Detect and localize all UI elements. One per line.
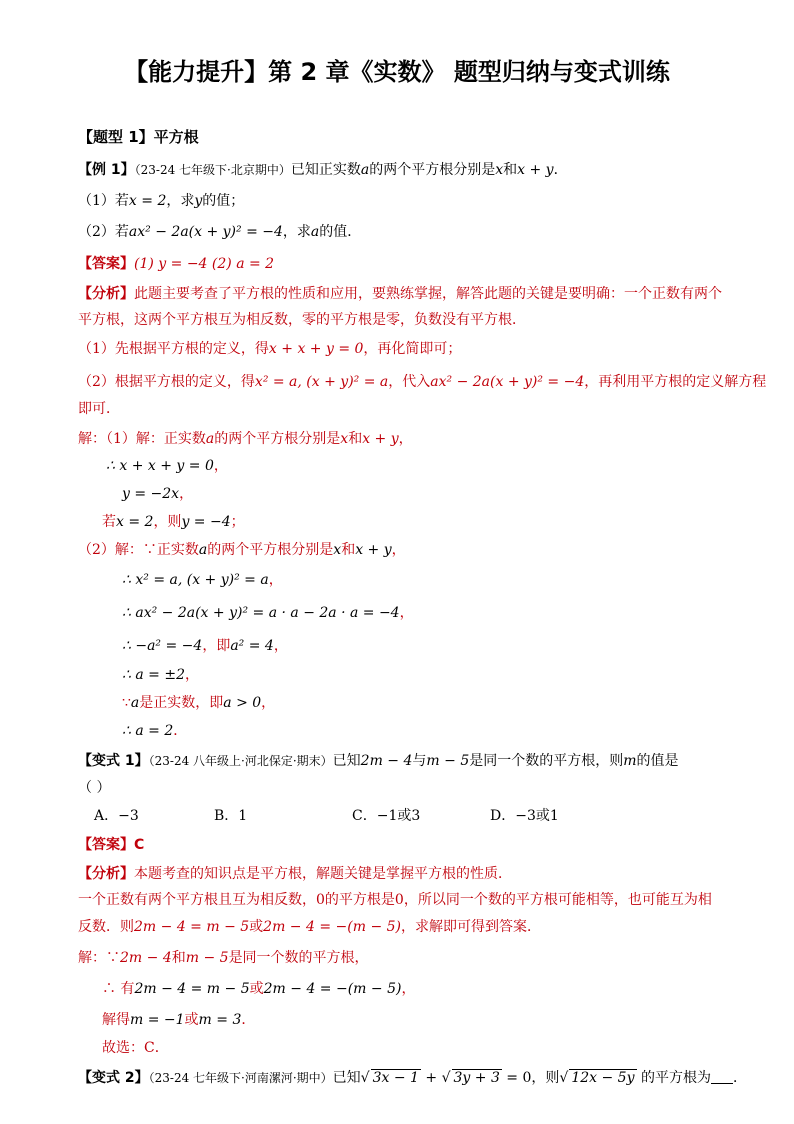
v1-an-l2-zero-2: 0 — [394, 892, 404, 908]
example-tag: 【例 1】 — [78, 162, 135, 178]
sol-l10-end: ， — [261, 695, 276, 711]
variant2-plus: + — [420, 1070, 442, 1086]
answer-tag: 【答案】 — [78, 256, 134, 272]
sqrt-icon: √ — [559, 1070, 569, 1086]
v1-sol-l2-math-2: 2m − 4 = −(m − 5) — [263, 981, 402, 997]
variant1-answer-tag: 【答案】 — [78, 837, 134, 853]
variant1-solution-line-2 — [102, 979, 415, 999]
v1-an-l3-math: 2m − 4 = m − 5 — [134, 919, 250, 935]
v1-an-l3-end: ，求解即可得到答案． — [401, 919, 541, 935]
example1-analysis-line-3 — [78, 339, 461, 359]
v1-sol-l2-or: 或 — [249, 981, 264, 997]
sol-l5-comma: ， — [391, 542, 406, 558]
sol-l7-end: ， — [399, 605, 414, 621]
sol-l4-text: 若 — [102, 514, 116, 530]
variant1-answer-bracket: （ ） — [78, 780, 111, 796]
variant1-option-a[interactable] — [94, 806, 139, 826]
sqrt-icon: √ — [360, 1070, 370, 1086]
q2-mid: ，求 — [282, 224, 311, 240]
analysis-l4-text: （2）根据平方根的定义，得 — [78, 374, 255, 390]
variant1-text-3: 是同一个数的平方根，则 — [469, 753, 624, 769]
variant1-solution-line-4: 故选：C． — [102, 1040, 169, 1056]
q1-cond: x = 2 — [128, 193, 167, 209]
example1-solution-line-3 — [122, 484, 193, 504]
variant2-text-2: ，则 — [531, 1070, 560, 1086]
stem-var: a — [360, 162, 370, 178]
variant1-analysis-text: 本题考查的知识点是平方根，解题关键是掌握平方根的性质． — [134, 866, 512, 882]
variant2-stem — [78, 1068, 747, 1088]
sol-l5-text: （2）解：∵正实数 — [78, 542, 199, 558]
variant2-text-3: 的平方根为 — [636, 1070, 711, 1086]
variant2-text: 已知 — [332, 1070, 361, 1086]
example1-solution-line-6 — [122, 570, 283, 590]
example1-answer — [78, 254, 274, 274]
variant1-text: 已知 — [332, 753, 361, 769]
sol-l10-math: a > 0 — [223, 695, 262, 711]
variant1-answer-text: C — [134, 837, 145, 853]
example1-solution-line-1 — [78, 429, 413, 449]
v1-sol-l2-math: 2m − 4 = m − 5 — [134, 981, 250, 997]
sol-l6-end: ， — [268, 572, 283, 588]
sqrt-icon: √ — [441, 1070, 451, 1086]
variant2-source: （23-24 七年级下·河南漯河·期中） — [148, 1071, 333, 1085]
answer-text: (1) y = −4 (2) a = 2 — [134, 256, 275, 272]
v1-an-l3-math-2: 2m − 4 = −(m − 5) — [263, 919, 401, 935]
v1-sol-l1-math: 2m − 4 — [120, 950, 172, 966]
sol-l2-math: ∴ x + x + y = 0 — [106, 458, 214, 474]
variant1-analysis-line-1 — [78, 864, 512, 884]
stem-and: 和 — [503, 162, 518, 178]
sol-l5-text-2: 的两个平方根分别是 — [207, 542, 334, 558]
variant1-text-4: 的值是 — [636, 753, 679, 769]
q2-prefix: （2）若 — [78, 224, 129, 240]
variant2-radicand-2: 3y + 3 — [453, 1070, 500, 1086]
sol-text-2: 的两个平方根分别是 — [214, 431, 341, 447]
v1-sol-l2-end: ， — [401, 981, 416, 997]
sol-l7-math: ∴ ax² − 2a(x + y)² = a · a − 2a · a = −4 — [122, 605, 400, 621]
option-b-label: B． — [214, 808, 239, 824]
example1-solution-line-7 — [122, 603, 414, 623]
q1-y: y — [194, 193, 203, 209]
sol-l10-because: ∵ — [122, 695, 131, 711]
variant2-tag: 【变式 2】 — [78, 1070, 149, 1086]
sol-text: 解：（1）解：正实数 — [78, 431, 206, 447]
sol-l5-var-x: x — [333, 542, 342, 558]
variant1-solution-line-3 — [102, 1010, 255, 1030]
sol-var-a: a — [205, 431, 215, 447]
q2-cond: ax² − 2a(x + y)² = −4 — [128, 224, 283, 240]
analysis-l4-end: ，再利用平方根的定义解方程 — [584, 374, 767, 390]
q2-a: a — [310, 224, 320, 240]
example1-analysis-line-5: 即可． — [78, 401, 120, 417]
sol-l5-and: 和 — [341, 542, 356, 558]
stem-xy: x + y — [517, 162, 554, 178]
option-d-label: D． — [490, 808, 516, 824]
option-d-value: −3或1 — [515, 808, 559, 824]
sol-l4-math-2: y = −4 — [181, 514, 231, 530]
analysis-l4-text-2: ，代入 — [388, 374, 431, 390]
sol-l10-text: 是正实数，即 — [139, 695, 224, 711]
sol-l2-end: ， — [213, 458, 228, 474]
v1-sol-l3-math: m = −1 — [130, 1012, 185, 1028]
variant1-option-c[interactable] — [352, 806, 420, 826]
stem-x: x — [495, 162, 504, 178]
v1-sol-l3-end: ． — [241, 1012, 256, 1028]
v1-an-l3-text: 反数．则 — [78, 919, 134, 935]
v1-an-l3-or: 或 — [249, 919, 264, 935]
sol-l9-end: ， — [184, 667, 199, 683]
sol-and: 和 — [348, 431, 363, 447]
sol-l4-text-2: ，则 — [153, 514, 182, 530]
example1-stem — [78, 160, 568, 180]
analysis-l4-math: x² = a, (x + y)² = a — [254, 374, 389, 390]
variant1-source: （23-24 八年级上·河北保定·期末） — [148, 754, 333, 768]
example1-analysis-line-4 — [78, 372, 766, 392]
analysis-l4-math-2: ax² − 2a(x + y)² = −4 — [430, 374, 585, 390]
sol-l11-end: ． — [173, 723, 188, 739]
variant1-analysis-tag: 【分析】 — [78, 866, 134, 882]
v1-sol-l3-text: 解得 — [102, 1012, 130, 1028]
sol-l4-end: ； — [230, 514, 245, 530]
sol-var-x: x — [340, 431, 349, 447]
page-title: 【能力提升】第 2 章《实数》 题型归纳与变式训练 — [124, 58, 670, 86]
variant1-text-2: 与 — [412, 753, 427, 769]
example1-analysis-line-1 — [78, 284, 722, 304]
variant1-math-2: m − 5 — [426, 753, 470, 769]
v1-sol-l1-math-2: m − 5 — [185, 950, 229, 966]
sol-l3-math: y = −2x — [122, 486, 180, 502]
sol-l8-math: ∴ −a² = −4 — [122, 638, 203, 654]
variant1-tag: 【变式 1】 — [78, 753, 149, 769]
q1-prefix: （1）若 — [78, 193, 129, 209]
sol-l6-math: ∴ x² = a, (x + y)² = a — [122, 572, 269, 588]
v1-an-l2-text-2: 的平方根是 — [324, 892, 395, 908]
variant2-end: ． — [732, 1070, 747, 1086]
sol-l5-var-xy: x + y — [355, 542, 392, 558]
option-c-value: −1或3 — [376, 808, 421, 824]
example-source: （23-24 七年级下·北京期中） — [134, 163, 291, 177]
example1-solution-line-11 — [122, 721, 187, 741]
option-c-label: C． — [352, 808, 377, 824]
variant1-stem — [78, 751, 679, 771]
option-a-label: A． — [94, 808, 119, 824]
analysis-l3-math: x + x + y = 0 — [268, 341, 364, 357]
sol-l10-var-a: a — [130, 695, 140, 711]
analysis-l3-end: ，再化简即可； — [363, 341, 462, 357]
analysis-tag: 【分析】 — [78, 286, 134, 302]
example1-analysis-line-2: 平方根，这两个平方根互为相反数，零的平方根是零，负数没有平方根． — [78, 312, 526, 328]
sol-l4-math: x = 2 — [116, 514, 154, 530]
sol-l5-var-a: a — [198, 542, 208, 558]
option-a-value: −3 — [118, 808, 139, 824]
example1-solution-line-9 — [122, 665, 199, 685]
example1-solution-line-2 — [106, 456, 228, 476]
example1-solution-line-10 — [122, 693, 275, 713]
variant2-radicand-3: 12x − 5y — [571, 1070, 635, 1086]
variant2-radicand-1: 3x − 1 — [372, 1070, 419, 1086]
sol-l8-math-2: a² = 4 — [230, 638, 274, 654]
analysis-text: 此题主要考查了平方根的性质和应用，要熟练掌握，解答此题的关键是要明确：一个正数有两个 — [134, 286, 722, 302]
variant1-answer — [78, 835, 144, 855]
sol-l9-math: ∴ a = ±2 — [122, 667, 185, 683]
variant1-option-b[interactable] — [214, 806, 247, 826]
example1-solution-line-5 — [78, 540, 406, 560]
stem-text: 已知正实数 — [290, 162, 361, 178]
sol-var-xy: x + y — [362, 431, 399, 447]
q1-end: 的值； — [202, 193, 245, 209]
variant1-analysis-line-3 — [78, 917, 541, 937]
v1-sol-l1-and: 和 — [171, 950, 186, 966]
variant1-analysis-line-2 — [78, 890, 712, 910]
sol-l8-end: ， — [273, 638, 288, 654]
variant2-eq: = 0 — [501, 1070, 532, 1086]
v1-sol-l2-text: ∴ 有 — [102, 981, 135, 997]
v1-sol-l1-text: 解：∵ — [78, 950, 120, 966]
sol-comma: ， — [398, 431, 413, 447]
v1-sol-l1-end: 是同一个数的平方根， — [228, 950, 369, 966]
sol-l8-text: ，即 — [202, 638, 231, 654]
q2-end: 的值． — [319, 224, 362, 240]
v1-sol-l3-math-2: m = 3 — [198, 1012, 242, 1028]
sol-l11-math: ∴ a = 2 — [122, 723, 174, 739]
v1-an-l2-text: 一个正数有两个平方根且互为相反数， — [78, 892, 316, 908]
q1-mid: ，求 — [166, 193, 195, 209]
sol-l3-end: ， — [179, 486, 194, 502]
section-heading: 【题型 1】平方根 — [78, 128, 199, 146]
analysis-l3-text: （1）先根据平方根的定义，得 — [78, 341, 269, 357]
v1-sol-l3-or: 或 — [184, 1012, 199, 1028]
v1-an-l2-zero: 0 — [316, 892, 325, 908]
variant1-math-1: 2m − 4 — [360, 753, 413, 769]
example1-solution-line-8 — [122, 636, 288, 656]
variant1-option-d[interactable] — [490, 806, 559, 826]
variant1-math-3: m — [623, 753, 637, 769]
v1-an-l2-text-3: ，所以同一个数的平方根可能相等，也可能互为相 — [403, 892, 712, 908]
stem-end: ． — [553, 162, 568, 178]
variant1-solution-line-1 — [78, 948, 369, 968]
answer-blank[interactable] — [711, 1069, 733, 1084]
option-b-value: 1 — [238, 808, 248, 824]
example1-question-2 — [78, 222, 361, 242]
stem-text-2: 的两个平方根分别是 — [369, 162, 496, 178]
example1-question-1 — [78, 191, 244, 211]
example1-solution-line-4 — [102, 512, 245, 532]
